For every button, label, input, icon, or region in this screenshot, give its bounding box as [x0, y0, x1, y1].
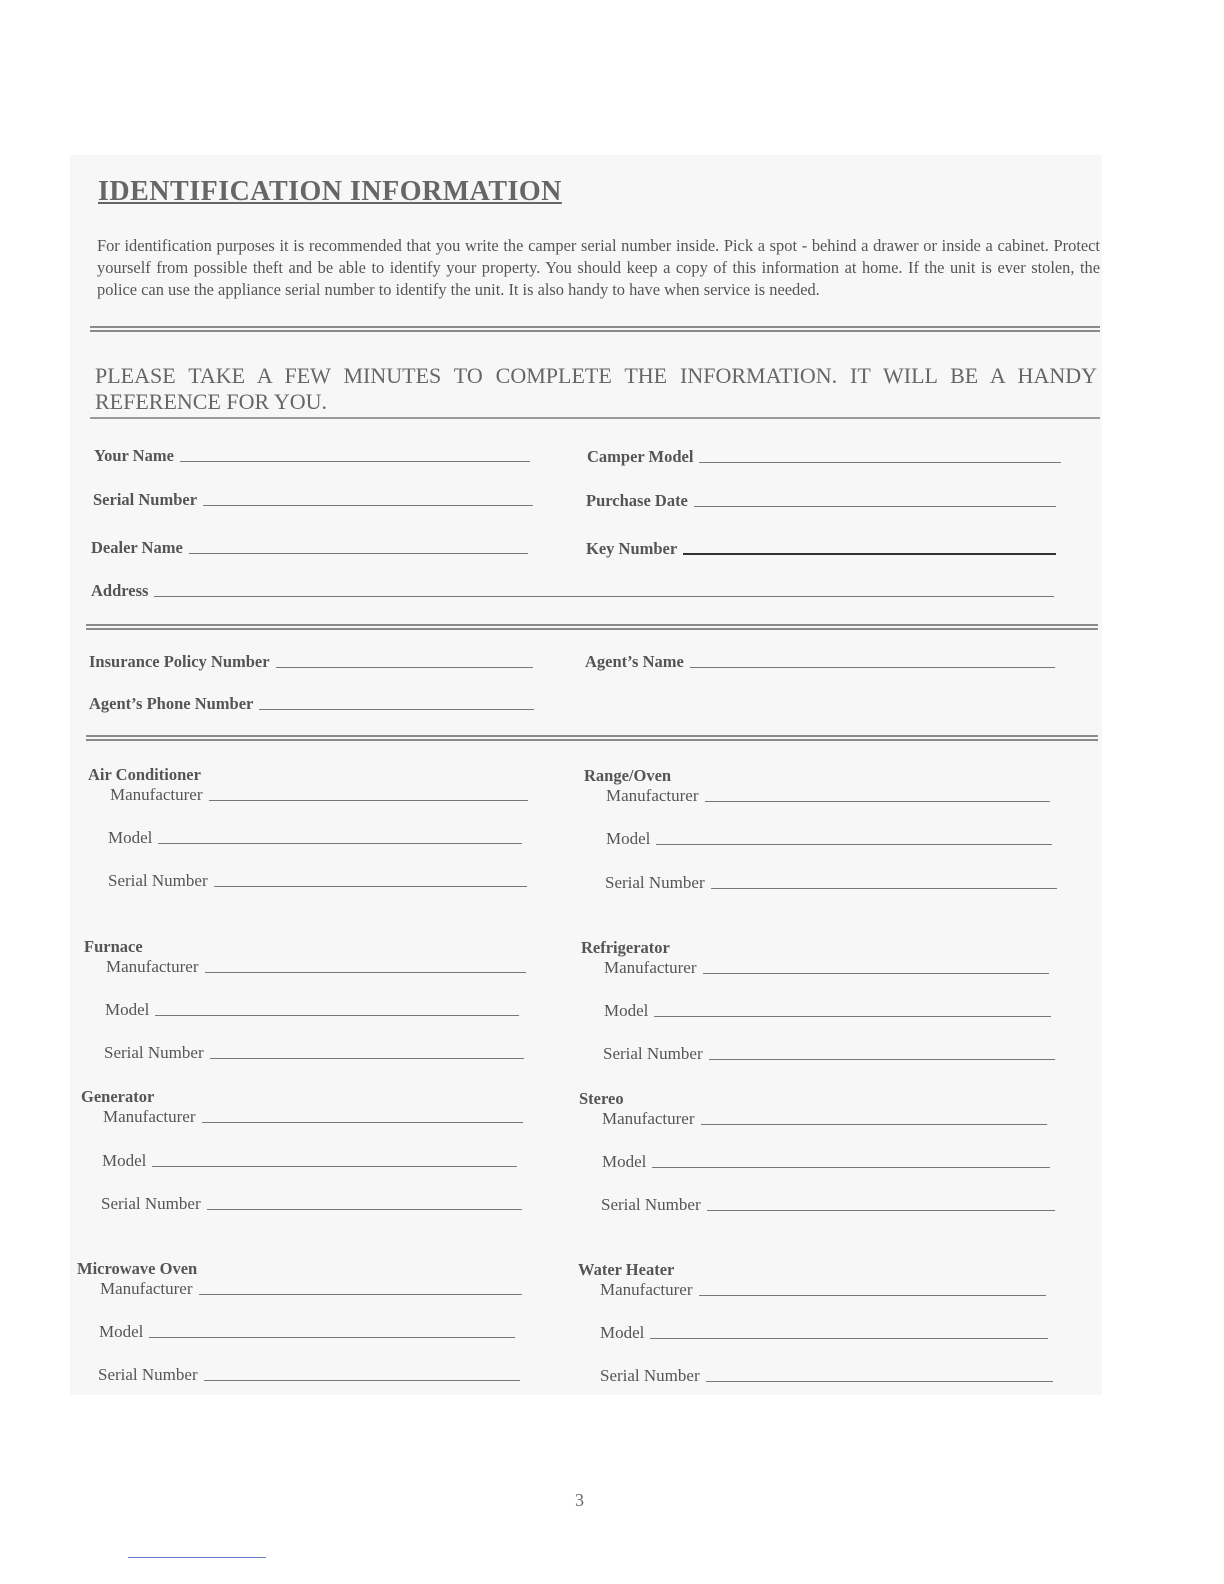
instruction-text: PLEASE TAKE A FEW MINUTES TO COMPLETE THE INFORMATION. IT WILL BE A HANDY REFERENCE FOR YOU.: [95, 363, 1097, 414]
serial-number-label: Serial Number: [93, 490, 198, 509]
fridge-model-line[interactable]: [654, 1015, 1051, 1017]
water-heater-manufacturer-field[interactable]: [600, 1280, 1046, 1300]
model-label: Model: [606, 829, 651, 848]
divider: [86, 735, 1098, 741]
agent-name-line[interactable]: [690, 666, 1055, 668]
serial-label: Serial Number: [603, 1044, 703, 1063]
camper-model-line[interactable]: [699, 461, 1061, 463]
stereo-manufacturer-line[interactable]: [701, 1123, 1047, 1125]
purchase-date-label: Purchase Date: [586, 491, 688, 510]
microwave-serial-line[interactable]: [204, 1379, 520, 1381]
agent-phone-field[interactable]: [89, 694, 534, 714]
page-number: 3: [575, 1490, 584, 1510]
your-name-field[interactable]: [94, 446, 530, 466]
furnace-manufacturer-line[interactable]: [205, 971, 526, 973]
insurance-policy-line[interactable]: [276, 666, 533, 668]
ac-model-line[interactable]: [158, 842, 522, 844]
refrigerator-heading: Refrigerator: [581, 938, 670, 957]
footnote-rule: [128, 1557, 266, 1558]
serial-label: Serial Number: [98, 1365, 198, 1384]
agent-name-label: Agent’s Name: [585, 652, 684, 671]
serial-label: Serial Number: [605, 873, 705, 892]
furnace-heading: Furnace: [84, 937, 143, 956]
generator-serial-field[interactable]: [101, 1194, 522, 1214]
microwave-serial-field[interactable]: [98, 1365, 520, 1385]
intro-paragraph: For identification purposes it is recommended that you write the camper serial number inside. Pick a spot - behind a drawer or inside a cabinet. Protect yourself from possible theft and be able to identify your property. You should keep a copy of this information at home. If the unit is ever stolen, the police can use the appliance serial number to identify the unit. It is also handy to have when service is needed.: [97, 236, 1100, 299]
fridge-serial-line[interactable]: [709, 1058, 1055, 1060]
generator-model-line[interactable]: [152, 1165, 517, 1167]
water-heater-serial-line[interactable]: [706, 1380, 1053, 1382]
model-label: Model: [600, 1323, 645, 1342]
serial-number-field[interactable]: [93, 490, 533, 510]
generator-manufacturer-line[interactable]: [202, 1121, 523, 1123]
ac-manufacturer-line[interactable]: [209, 799, 528, 801]
divider: [90, 326, 1100, 332]
serial-number-line[interactable]: [203, 504, 533, 506]
serial-label: Serial Number: [108, 871, 208, 890]
manufacturer-label: Manufacturer: [602, 1109, 695, 1128]
your-name-line[interactable]: [180, 460, 530, 462]
furnace-model-field[interactable]: [105, 1000, 519, 1020]
ac-serial-line[interactable]: [214, 885, 527, 887]
insurance-policy-label: Insurance Policy Number: [89, 652, 270, 671]
furnace-serial-field[interactable]: [104, 1043, 524, 1063]
range-serial-line[interactable]: [711, 887, 1057, 889]
fridge-manufacturer-field[interactable]: [604, 958, 1049, 978]
water-heater-serial-field[interactable]: [600, 1366, 1053, 1386]
model-label: Model: [604, 1001, 649, 1020]
dealer-name-label: Dealer Name: [91, 538, 183, 557]
microwave-manufacturer-field[interactable]: [100, 1279, 522, 1299]
air-conditioner-heading: Air Conditioner: [88, 765, 201, 784]
furnace-model-line[interactable]: [155, 1014, 519, 1016]
dealer-name-line[interactable]: [189, 552, 528, 554]
camper-model-label: Camper Model: [587, 447, 694, 466]
manufacturer-label: Manufacturer: [604, 958, 697, 977]
agent-phone-label: Agent’s Phone Number: [89, 694, 254, 713]
fridge-model-field[interactable]: [604, 1001, 1051, 1021]
model-label: Model: [105, 1000, 150, 1019]
ac-model-field[interactable]: [108, 828, 522, 848]
serial-label: Serial Number: [601, 1195, 701, 1214]
range-model-field[interactable]: [606, 829, 1052, 849]
serial-label: Serial Number: [600, 1366, 700, 1385]
manufacturer-label: Manufacturer: [103, 1107, 196, 1126]
stereo-model-line[interactable]: [652, 1166, 1050, 1168]
purchase-date-line[interactable]: [694, 505, 1056, 507]
stereo-heading: Stereo: [579, 1089, 624, 1108]
stereo-model-field[interactable]: [602, 1152, 1050, 1172]
water-heater-manufacturer-line[interactable]: [699, 1294, 1046, 1296]
water-heater-model-field[interactable]: [600, 1323, 1048, 1343]
manufacturer-label: Manufacturer: [106, 957, 199, 976]
fridge-manufacturer-line[interactable]: [703, 972, 1049, 974]
water-heater-model-line[interactable]: [650, 1337, 1048, 1339]
model-label: Model: [102, 1151, 147, 1170]
stereo-serial-line[interactable]: [707, 1209, 1055, 1211]
your-name-label: Your Name: [94, 446, 174, 465]
generator-serial-line[interactable]: [207, 1208, 522, 1210]
address-line[interactable]: [154, 595, 1054, 597]
range-serial-field[interactable]: [605, 873, 1057, 893]
manufacturer-label: Manufacturer: [600, 1280, 693, 1299]
stereo-serial-field[interactable]: [601, 1195, 1055, 1215]
ac-manufacturer-field[interactable]: [110, 785, 528, 805]
instruction-underline: [90, 417, 1100, 419]
model-label: Model: [99, 1322, 144, 1341]
purchase-date-field[interactable]: [586, 491, 1056, 511]
model-label: Model: [602, 1152, 647, 1171]
water-heater-heading: Water Heater: [578, 1260, 675, 1279]
key-number-label: Key Number: [586, 539, 678, 558]
fridge-serial-field[interactable]: [603, 1044, 1055, 1064]
address-label: Address: [91, 581, 149, 600]
camper-model-field[interactable]: [587, 447, 1061, 467]
microwave-model-field[interactable]: [99, 1322, 515, 1342]
agent-name-field[interactable]: [585, 652, 1055, 672]
microwave-model-line[interactable]: [149, 1336, 515, 1338]
range-oven-heading: Range/Oven: [584, 766, 672, 785]
generator-model-field[interactable]: [102, 1151, 517, 1171]
manufacturer-label: Manufacturer: [110, 785, 203, 804]
model-label: Model: [108, 828, 153, 847]
generator-heading: Generator: [81, 1087, 155, 1106]
furnace-manufacturer-field[interactable]: [106, 957, 526, 977]
divider: [86, 624, 1098, 630]
range-manufacturer-line[interactable]: [705, 800, 1050, 802]
address-field[interactable]: [91, 581, 1054, 601]
generator-manufacturer-field[interactable]: [103, 1107, 523, 1127]
key-number-field[interactable]: [586, 539, 1056, 559]
key-number-line[interactable]: [683, 552, 1056, 555]
ac-serial-field[interactable]: [108, 871, 527, 891]
serial-label: Serial Number: [101, 1194, 201, 1213]
stereo-manufacturer-field[interactable]: [602, 1109, 1047, 1129]
range-model-line[interactable]: [656, 843, 1052, 845]
microwave-manufacturer-line[interactable]: [199, 1293, 522, 1295]
page-title: IDENTIFICATION INFORMATION: [98, 176, 562, 207]
furnace-serial-line[interactable]: [210, 1057, 524, 1059]
microwave-heading: Microwave Oven: [77, 1259, 198, 1278]
manufacturer-label: Manufacturer: [100, 1279, 193, 1298]
manufacturer-label: Manufacturer: [606, 786, 699, 805]
dealer-name-field[interactable]: [91, 538, 528, 558]
agent-phone-line[interactable]: [259, 708, 534, 710]
serial-label: Serial Number: [104, 1043, 204, 1062]
range-manufacturer-field[interactable]: [606, 786, 1050, 806]
insurance-policy-field[interactable]: [89, 652, 533, 672]
